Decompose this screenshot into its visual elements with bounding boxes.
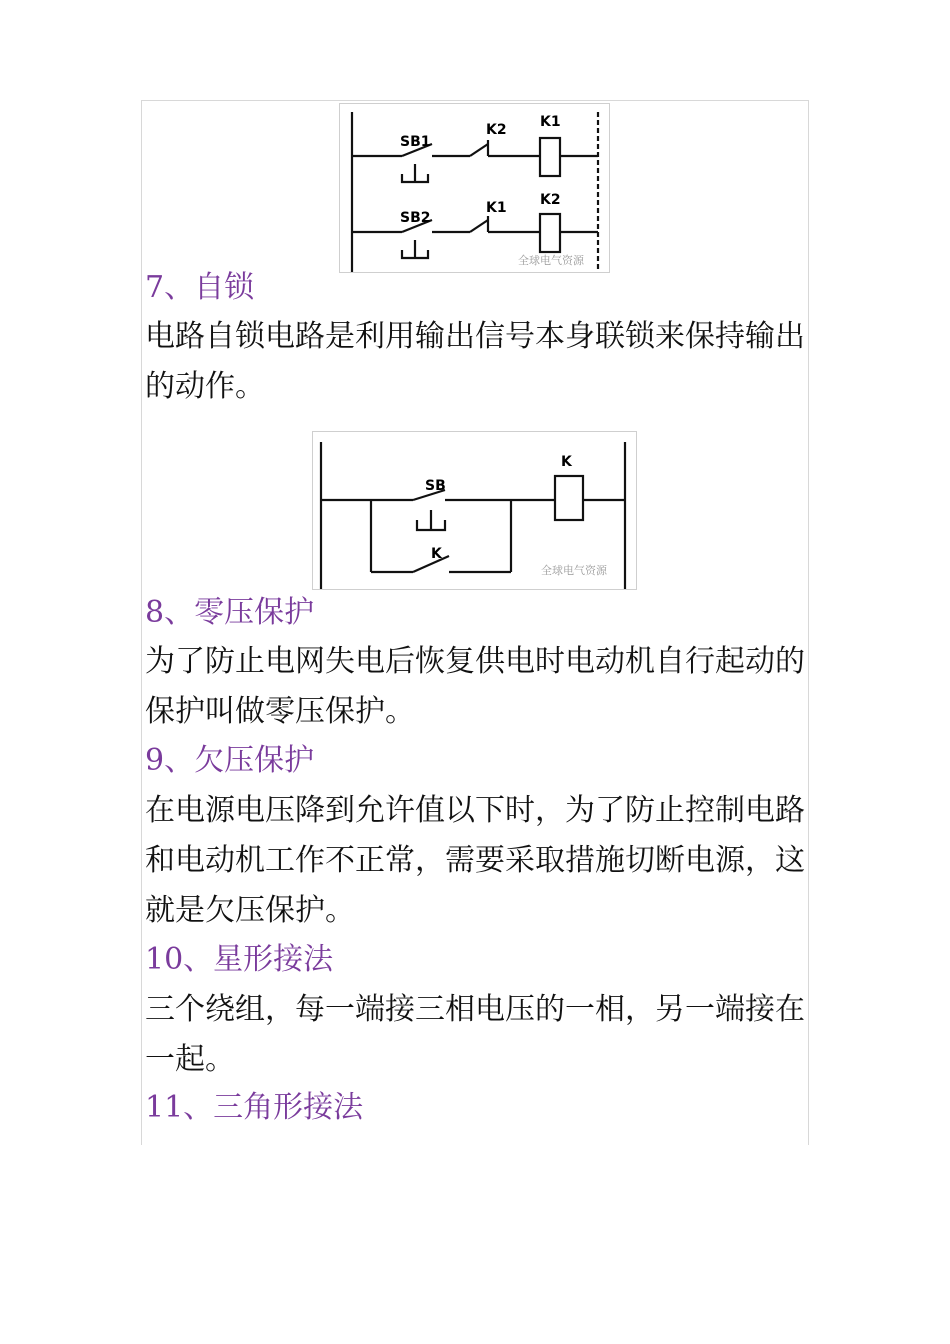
- section-body: 为了防止电网失电后恢复供电时电动机自行起动的保护叫做零压保护。: [145, 644, 805, 729]
- section-heading: 8、零压保护: [145, 595, 315, 630]
- label-k2-contact: K2: [486, 122, 507, 138]
- section-body: 三个绕组，每一端接三相电压的一相，另一端接在一起。: [145, 992, 805, 1077]
- label-sb2: SB2: [400, 210, 431, 226]
- section-heading: 9、欠压保护: [145, 743, 315, 778]
- section-body: 电路自锁电路是利用输出信号本身联锁来保持输出的动作。: [145, 319, 805, 404]
- interlock-circuit-figure: [339, 103, 610, 273]
- label-k1-contact: K1: [486, 200, 507, 216]
- watermark: 全球电气资源: [541, 564, 607, 577]
- section-body: 在电源电压降到允许值以下时，为了防止控制电路和电动机工作不正常，需要采取措施切断电源，这就是欠压保护。: [145, 793, 805, 928]
- selflock-circuit-figure: [312, 431, 637, 590]
- label-k-contact: K: [431, 546, 442, 562]
- label-k2-coil: K2: [540, 192, 561, 208]
- section-heading: 11、三角形接法: [145, 1090, 364, 1125]
- label-k-coil: K: [561, 454, 572, 470]
- label-k1-coil: K1: [540, 114, 561, 130]
- label-sb1: SB1: [400, 134, 431, 150]
- section-heading: 10、星形接法: [145, 942, 334, 977]
- watermark: 全球电气资源: [518, 254, 584, 267]
- label-sb: SB: [425, 478, 446, 494]
- section-heading: 7、自锁: [145, 270, 255, 305]
